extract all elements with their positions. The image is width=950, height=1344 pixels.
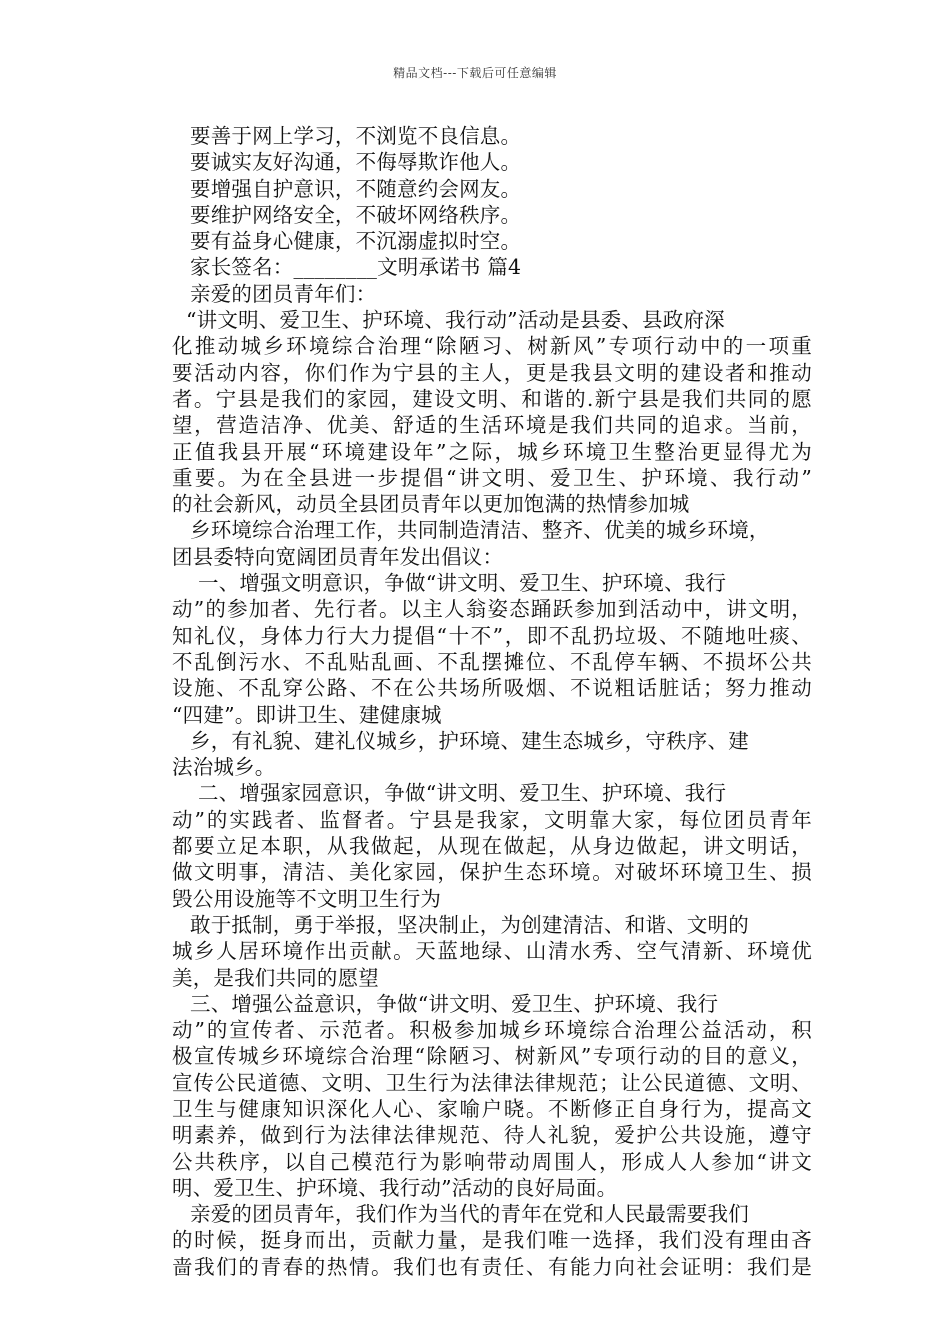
text-line: 的时候，挺身而出，贡献力量，是我们唯一选择，我们没有理由吝 xyxy=(172,1228,812,1253)
page-header: 精品文档---下载后可任意编辑 xyxy=(393,66,557,80)
text-line: 乡环境综合治理工作，共同制造清洁、整齐、优美的城乡环境， xyxy=(190,518,770,543)
text-line: 毁公用设施等不文明卫生行为 xyxy=(172,886,442,911)
text-line: 公共秩序，以自己模范行为影响带动周围人，形成人人参加“讲文 xyxy=(172,1149,812,1174)
text-line: 亲爱的团员青年，我们作为当代的青年在党和人民最需要我们 xyxy=(190,1202,749,1227)
text-line: “四建”。即讲卫生、建健康城 xyxy=(172,702,442,727)
text-line: 极宣传城乡环境综合治理“除陋习、树新风”专项行动的目的意义， xyxy=(172,1044,812,1069)
text-line: 化推动城乡环境综合治理“除陋习、树新风”专项行动中的一项重 xyxy=(172,334,812,359)
text-line: 要维护网络安全，不破坏网络秩序。 xyxy=(190,202,522,227)
text-line: 啬我们的青春的热情。我们也有责任、有能力向社会证明：我们是 xyxy=(172,1254,812,1279)
document-body xyxy=(172,123,812,1280)
text-line: 团县委特向宽阔团员青年发出倡议： xyxy=(172,544,504,569)
text-line: 明素养，做到行为法律法律规范、待人礼貌，爱护公共设施，遵守 xyxy=(172,1123,812,1148)
text-line: 美，是我们共同的愿望 xyxy=(172,965,379,990)
text-line: 三、增强公益意识，争做“讲文明、爱卫生、护环境、我行 xyxy=(190,991,719,1016)
text-line: 动”的宣传者、示范者。积极参加城乡环境综合治理公益活动，积 xyxy=(172,1018,812,1043)
text-line: 二、增强家园意识，争做“讲文明、爱卫生、护环境、我行 xyxy=(198,781,727,806)
text-line: 要善于网上学习，不浏览不良信息。 xyxy=(190,124,522,148)
text-line: 知礼仪，身体力行大力提倡“十不”，即不乱扔垃圾、不随地吐痰、 xyxy=(172,623,812,648)
text-line: 明、爱卫生、护环境、我行动”活动的良好局面。 xyxy=(172,1175,618,1200)
text-line: 要增强自护意识，不随意约会网友。 xyxy=(190,176,522,201)
text-line: 法治城乡。 xyxy=(172,755,276,780)
text-line: 要有益身心健康，不沉溺虚拟时空。 xyxy=(190,229,522,254)
text-line: 要活动内容，你们作为宁县的主人，更是我县文明的建设者和推动 xyxy=(172,360,812,385)
text-line: 望，营造洁净、优美、舒适的生活环境是我们共同的追求。当前， xyxy=(172,413,812,438)
text-line: 卫生与健康知识深化人心、家喻户晓。不断修正自身行为，提高文 xyxy=(172,1096,812,1121)
text-line: 的社会新风，动员全县团员青年以更加饱满的热情参加城 xyxy=(172,492,690,517)
text-line: 不乱倒污水、不乱贴乱画、不乱摆摊位、不乱停车辆、不损坏公共 xyxy=(172,649,812,674)
text-line: 设施、不乱穿公路、不在公共场所吸烟、不说粗话脏话；努力推动 xyxy=(172,676,812,701)
text-line: 敢于抵制，勇于举报，坚决制止，为创建清洁、和谐、文明的 xyxy=(190,912,749,937)
text-line: 一、增强文明意识，争做“讲文明、爱卫生、护环境、我行 xyxy=(198,571,727,596)
text-line: 重要。为在全县进一步提倡“讲文明、爱卫生、护环境、我行动” xyxy=(172,465,812,490)
text-line: 正值我县开展“环境建设年”之际，城乡环境卫生整治更显得尤为 xyxy=(172,439,812,464)
salutation: 亲爱的团员青年们： xyxy=(190,281,377,306)
text-line: 家长签名：________文明承诺书 篇4 xyxy=(190,255,522,280)
text-line: 宣传公民道德、文明、卫生行为法律法律规范；让公民道德、文明、 xyxy=(172,1070,812,1095)
text-line: 动”的实践者、监督者。宁县是我家，文明靠大家，每位团员青年 xyxy=(172,807,812,832)
text-line: 都要立足本职，从我做起，从现在做起，从身边做起，讲文明话， xyxy=(172,834,812,859)
text-line: 动”的参加者、先行者。以主人翁姿态踊跃参加到活动中，讲文明， xyxy=(172,597,812,622)
text-line: 做文明事，清洁、美化家园，保护生态环境。对破坏环境卫生、损 xyxy=(172,860,812,885)
text-line: 要诚实友好沟通，不侮辱欺诈他人。 xyxy=(190,150,522,175)
text-line: 乡，有礼貌、建礼仪城乡，护环境、建生态城乡，守秩序、建 xyxy=(190,728,749,753)
text-line: “讲文明、爱卫生、护环境、我行动”活动是县委、县政府深 xyxy=(186,308,725,333)
text-line: 者。宁县是我们的家园，建设文明、和谐的.新宁县是我们共同的愿 xyxy=(172,386,812,411)
text-line: 城乡人居环境作出贡献。天蓝地绿、山清水秀、空气清新、环境优 xyxy=(172,939,812,964)
